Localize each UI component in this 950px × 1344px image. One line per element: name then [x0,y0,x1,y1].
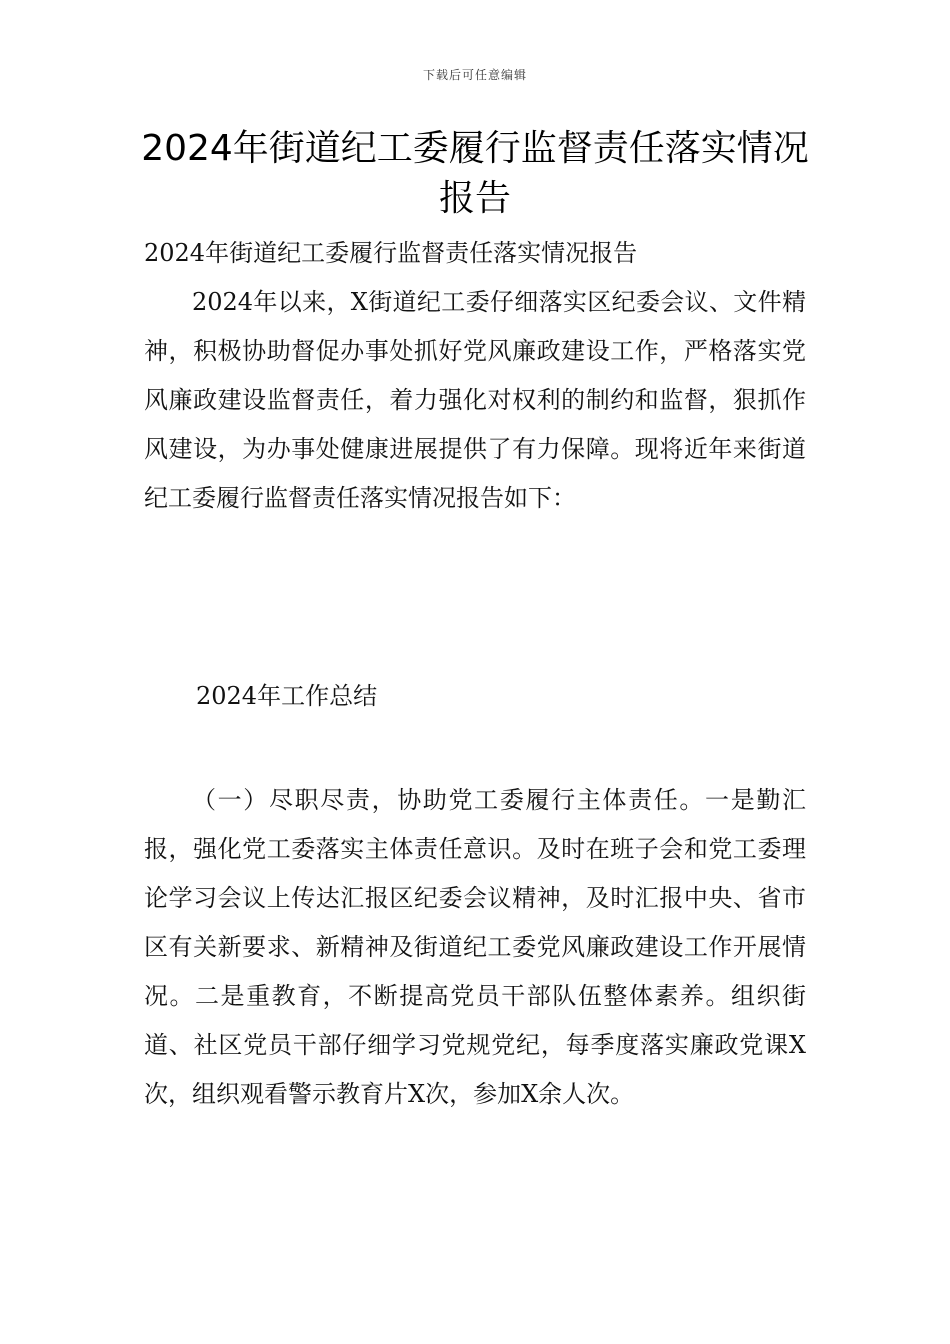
header-note: 下载后可任意编辑 [422,68,527,82]
document-subtitle: 2024年街道纪工委履行监督责任落实情况报告 [144,239,638,267]
document-title: 2024年街道纪工委履行监督责任落实情况报告 [141,128,809,219]
intro-paragraph: 2024年以来，X街道纪工委仔细落实区纪委会议、文件精神，积极协助督促办事处抓好党风廉政建设工作，严格落实党风廉政建设监督责任，着力强化对权利的制约和监督，狠抓作风建设，为办事处健康进展提供了有力保障。现将近年来街道纪工委履行监督责任落实情况报告如下： [144,288,806,512]
section-paragraph: （一）尽职尽责，协助党工委履行主体责任。一是勤汇报，强化党工委落实主体责任意识。及时在班子会和党工委理论学习会议上传达汇报区纪委会议精神，及时汇报中央、省市区有关新要求、新精神及街道纪工委党风廉政建设工作开展情况。二是重教育，不断提高党员干部队伍整体素养。组织街道、社区党员干部仔细学习党规党纪，每季度落实廉政党课X次，组织观看警示教育片X次，参加X余人次。 [144,786,806,1108]
section-heading: 2024年工作总结 [196,682,378,710]
